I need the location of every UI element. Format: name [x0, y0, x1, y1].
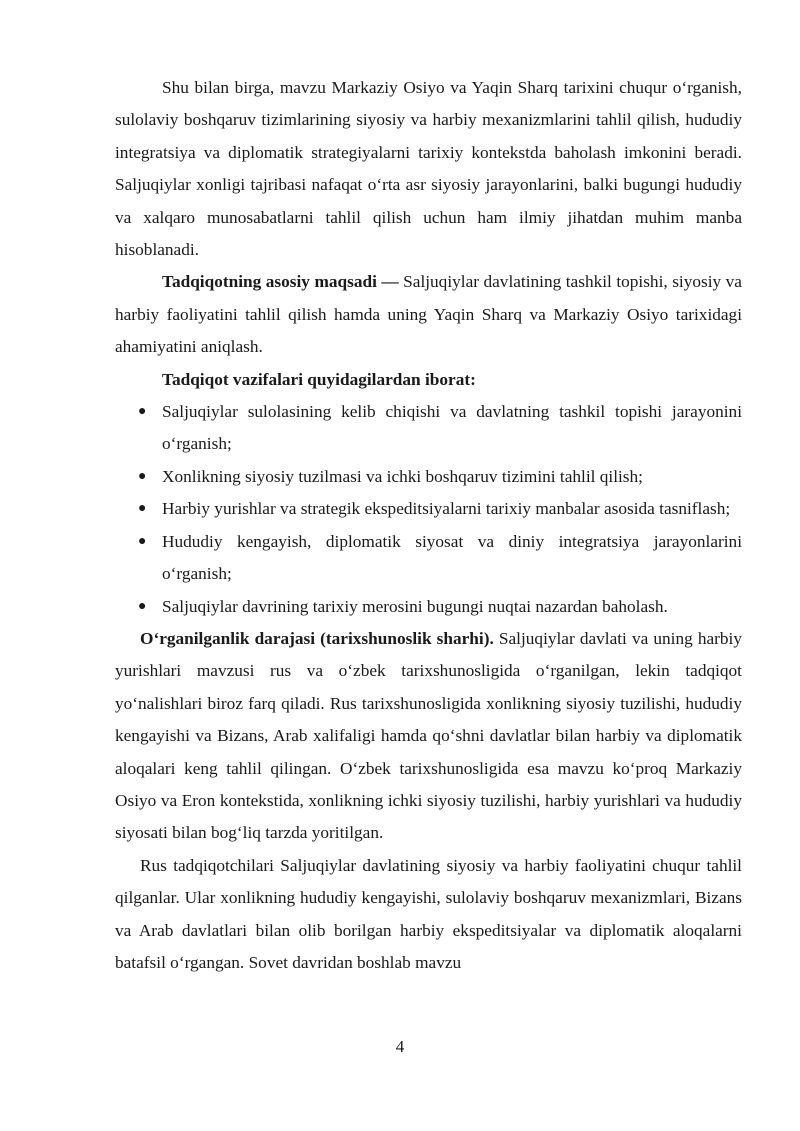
historiography-label: O‘rganilganlik darajasi (tarixshunoslik sharhi).: [140, 628, 494, 648]
bullet-icon: ●: [138, 533, 147, 549]
list-item: ● Hududiy kengayish, diplomatik siyosat va diniy integratsiya jarayonlarini o‘rganish;: [162, 526, 742, 591]
bullet-icon: ●: [138, 501, 147, 517]
list-item: ● Saljuqiylar sulolasining kelib chiqishi va davlatning tashkil topishi jarayonini o‘rganish;: [162, 396, 742, 461]
list-item: ● Saljuqiylar davrining tarixiy merosini bugungi nuqtai nazardan baholash.: [162, 591, 742, 623]
list-item: ● Xonlikning siyosiy tuzilmasi va ichki boshqaruv tizimini tahlil qilish;: [162, 461, 742, 493]
russian-researchers-paragraph: Rus tadqiqotchilari Saljuqiylar davlatining siyosiy va harbiy faoliyatini chuqur tahlil qilganlar. Ular xonlikning hududiy kengayishi, sulolaviy boshqaruv mexanizmlari, Bizans va Arab davlatlari bilan olib borilgan harbiy ekspeditsiyalar va diplomatik aloqalarni batafsil o‘rgangan. Sovet davridan boshlab mavzu: [115, 855, 742, 972]
historiography-paragraph: [115, 623, 742, 850]
bullet-icon: ●: [138, 468, 147, 484]
tasks-list: [115, 396, 742, 623]
research-goal-paragraph: [115, 266, 742, 363]
document-body: [115, 72, 742, 979]
bullet-icon: ●: [138, 404, 147, 420]
bullet-icon: ●: [138, 598, 147, 614]
list-item: ● Harbiy yurishlar va strategik ekspeditsiyalarni tarixiy manbalar asosida tasniflash;: [162, 493, 742, 525]
research-goal-text: Saljuqiylar davlatining tashkil topishi, siyosiy va harbiy faoliyatini tahlil qilish hamda uning Yaqin Sharq va Markaziy Osiyo tarixidagi ahamiyatini aniqlash.: [115, 272, 742, 357]
research-goal-label: Tadqiqotning asosiy maqsadi —: [162, 272, 399, 292]
intro-paragraph: Shu bilan birga, mavzu Markaziy Osiyo va Yaqin Sharq tarixini chuqur o‘rganish, sulolaviy boshqaruv tizimlarining siyosiy va harbiy mexanizmlarini tahlil qilish, hududiy integratsiya va diplomatik strategiyalarni tarixiy kontekstda baholash imkonini beradi. Saljuqiylar xonligi tajribasi nafaqat o‘rta asr siyosiy jarayonlarini, balki bugungi hududiy va xalqaro munosabatlarni tahlil qilish uchun ham ilmiy jihatdan muhim manba hisoblanadi.: [115, 78, 742, 260]
historiography-text: Saljuqiylar davlati va uning harbiy yurishlari mavzusi rus va o‘zbek tarixshunosligida o‘rganilgan, lekin tadqiqot yo‘nalishlari biroz farq qiladi. Rus tarixshunosligida xonlikning siyosiy tuzilishi, hududiy kengayishi va Bizans, Arab xalifaligi hamda qo‘shni davlatlar bilan harbiy va diplomatik aloqalari keng tahlil qilingan. O‘zbek tarixshunosligida esa mavzu ko‘proq Markaziy Osiyo va Eron kontekstida, xonlikning ichki siyosiy tuzilishi, harbiy yurishlari va hududiy siyosati bilan bog‘liq tarzda yoritilgan.: [115, 628, 742, 843]
page-number: 4: [395, 1037, 405, 1056]
tasks-heading: Tadqiqot vazifalari quyidagilardan iborat:: [162, 369, 476, 389]
